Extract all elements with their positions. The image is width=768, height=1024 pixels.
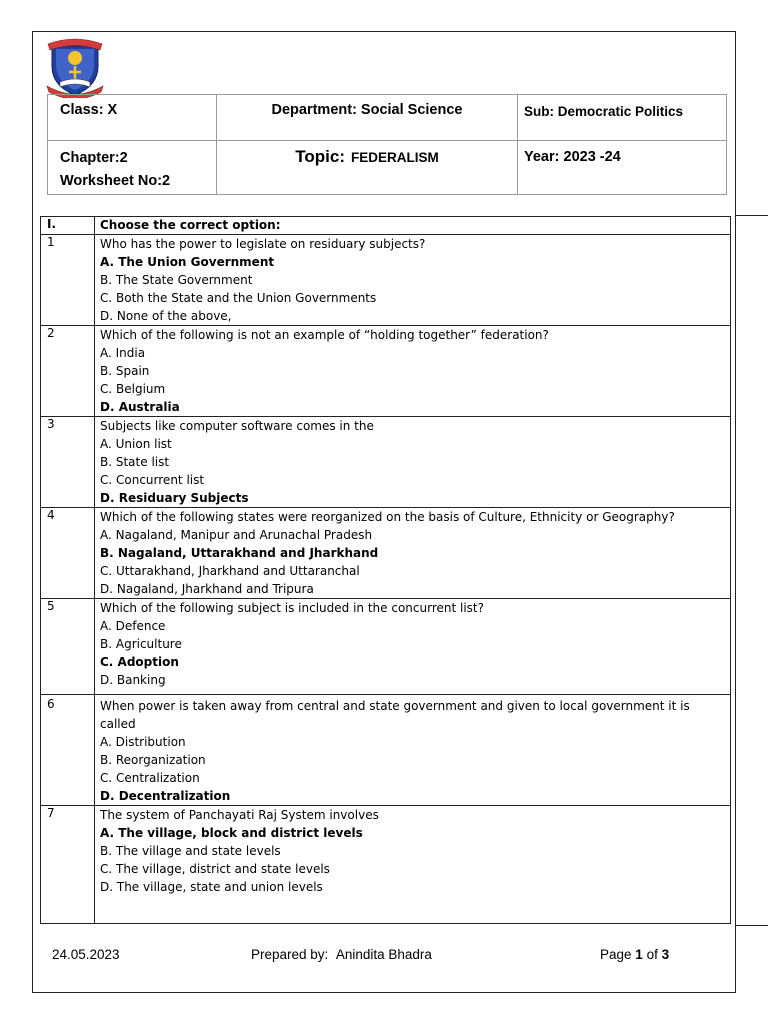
question-content [95, 417, 731, 508]
answer-option: B. The village and state levels [100, 844, 281, 858]
margin-line-top [736, 215, 768, 216]
topic-value: FEDERALISM [350, 150, 439, 165]
question-row [41, 599, 731, 695]
answer-option: B. State list [100, 455, 170, 469]
margin-line-bottom [736, 925, 768, 926]
answer-option: C. Concurrent list [100, 473, 205, 487]
question-row [41, 417, 731, 508]
topic-cell [217, 141, 518, 195]
answer-option: C. Adoption [100, 655, 179, 669]
answer-option: C. Belgium [100, 382, 166, 396]
answer-option: D. Banking [100, 673, 166, 687]
question-text: Which of the following is not an example of “holding together” federation? [100, 328, 549, 342]
question-content [95, 508, 731, 599]
subject-cell [518, 95, 727, 141]
year-cell [518, 141, 727, 195]
answer-option: C. Both the State and the Union Governments [100, 291, 377, 305]
subject-label: Sub: Democratic Politics [524, 104, 684, 119]
question-number: 3 [41, 417, 95, 508]
answer-option: B. The State Government [100, 273, 253, 287]
department-cell [217, 95, 518, 141]
school-crest-logo [44, 36, 106, 98]
topic-label: Topic: [295, 147, 345, 166]
class-cell [48, 95, 217, 141]
question-content [95, 806, 731, 924]
question-row [41, 806, 731, 924]
department-label: Department: Social Science [271, 102, 463, 118]
question-text: Subjects like computer software comes in the [100, 419, 374, 433]
answer-option: C. Centralization [100, 771, 200, 785]
answer-option: A. The Union Government [100, 255, 275, 269]
question-text: When power is taken away from central and state government and given to local government it is called [100, 699, 690, 731]
answer-option: B. Spain [100, 364, 150, 378]
answer-option: B. Nagaland, Uttarakhand and Jharkhand [100, 546, 379, 560]
question-number: 2 [41, 326, 95, 417]
answer-option: D. The village, state and union levels [100, 880, 323, 894]
question-number: 1 [41, 235, 95, 326]
answer-option: D. None of the above, [100, 309, 232, 323]
answer-option: D. Residuary Subjects [100, 491, 249, 505]
answer-option: D. Nagaland, Jharkhand and Tripura [100, 582, 314, 596]
page-prefix: Page [600, 947, 632, 962]
answer-option: B. Reorganization [100, 753, 206, 767]
answer-option: A. Nagaland, Manipur and Arunachal Pradesh [100, 528, 373, 542]
page-of: of [646, 947, 658, 962]
answer-option: A. Distribution [100, 735, 186, 749]
worksheet-label: Worksheet No:2 [60, 173, 171, 189]
question-number: 5 [41, 599, 95, 695]
questions-table [40, 216, 731, 924]
prepared-by-name: Anindita Bhadra [335, 947, 432, 962]
class-label: Class: X [60, 102, 118, 118]
question-content [95, 235, 731, 326]
answer-option: A. India [100, 346, 146, 360]
footer-prepared-by [251, 947, 432, 962]
question-row [41, 235, 731, 326]
question-number: 4 [41, 508, 95, 599]
chapter-label: Chapter:2 [60, 150, 128, 166]
footer-date: 24.05.2023 [52, 947, 120, 962]
question-number: 6 [41, 695, 95, 806]
answer-option: A. Union list [100, 437, 172, 451]
chapter-cell [48, 141, 217, 195]
worksheet-header-table [47, 94, 727, 195]
page-total: 3 [661, 947, 670, 962]
answer-option: A. Defence [100, 619, 166, 633]
question-row [41, 695, 731, 806]
answer-option: D. Decentralization [100, 789, 231, 803]
prepared-by-label: Prepared by: [251, 947, 329, 962]
answer-option: C. Uttarakhand, Jharkhand and Uttaranchal [100, 564, 360, 578]
question-content [95, 599, 731, 695]
question-content [95, 695, 731, 806]
answer-option: B. Agriculture [100, 637, 182, 651]
question-text: The system of Panchayati Raj System involves [100, 808, 379, 822]
answer-option: D. Australia [100, 400, 180, 414]
section-title: Choose the correct option: [95, 217, 731, 235]
question-row [41, 326, 731, 417]
section-number: I. [41, 217, 95, 235]
question-text: Who has the power to legislate on residuary subjects? [100, 237, 426, 251]
year-label: Year: 2023 -24 [524, 149, 621, 165]
answer-option: A. The village, block and district levels [100, 826, 363, 840]
page-current: 1 [635, 947, 643, 962]
answer-option: C. The village, district and state levels [100, 862, 330, 876]
section-header-row [41, 217, 731, 235]
question-row [41, 508, 731, 599]
question-number: 7 [41, 806, 95, 924]
question-text: Which of the following states were reorganized on the basis of Culture, Ethnicity or Geography? [100, 510, 675, 524]
footer-page-number [600, 947, 669, 962]
question-content [95, 326, 731, 417]
question-text: Which of the following subject is included in the concurrent list? [100, 601, 484, 615]
